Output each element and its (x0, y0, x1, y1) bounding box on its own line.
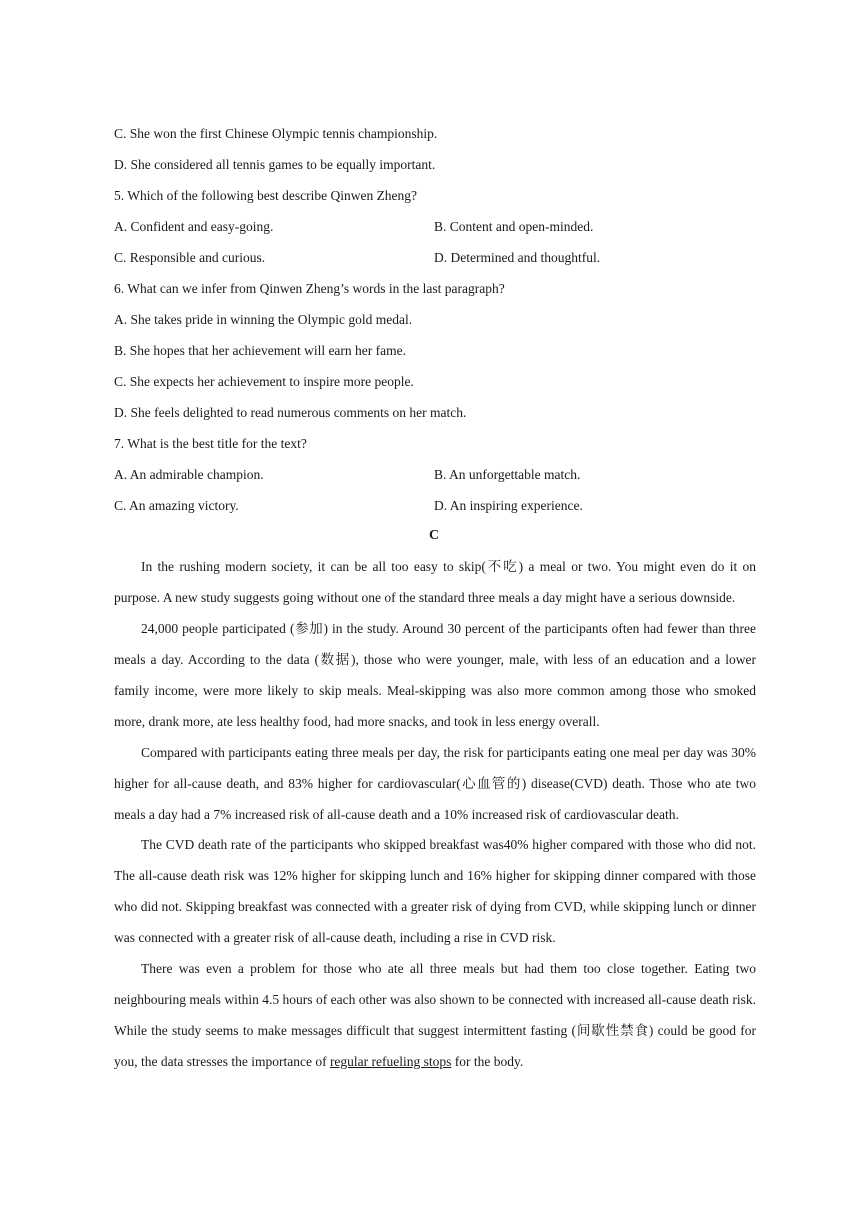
q6-option-d: D. She feels delighted to read numerous comments on her match. (114, 405, 467, 420)
q6-option-c: C. She expects her achievement to inspire more people. (114, 374, 414, 389)
q6-option-b: B. She hopes that her achievement will earn her fame. (114, 343, 407, 358)
underlined-phrase: regular refueling stops (329, 1054, 452, 1069)
q5-option-b: B. Content and open-minded. (434, 219, 594, 234)
q4-option-c: C. She won the first Chinese Olympic tennis championship. (114, 126, 438, 141)
q7-option-d: D. An inspiring experience. (434, 498, 583, 513)
q7-option-c: C. An amazing victory. (114, 498, 239, 513)
q6-stem: 6. What can we infer from Qinwen Zheng’s words in the last paragraph? (114, 281, 505, 296)
q5-option-c: C. Responsible and curious. (114, 250, 266, 265)
q5-option-d: D. Determined and thoughtful. (434, 250, 601, 265)
passage-paragraph-1: In the rushing modern society, it can be all too easy to skip(不吃) a meal or two. You might even do it on purpose. A new study suggests going without one of the standard three meals a day might have a serious downside. (114, 559, 756, 605)
paragraph-5-end: for the body. (451, 1054, 524, 1069)
q5-stem: 5. Which of the following best describe Qinwen Zheng? (114, 188, 418, 203)
q6-option-a: A. She takes pride in winning the Olympic gold medal. (114, 312, 413, 327)
passage-paragraph-3: Compared with participants eating three meals per day, the risk for participants eating one meal per day was 30% higher for all-cause death, and 83% higher for cardiovascular(心血管的) disease(CVD) death. Those who ate two meals a day had a 7% increased risk of all-cause death and a 10% increased risk of cardiovascular death. (114, 745, 756, 822)
q5-option-a: A. Confident and easy-going. (114, 219, 274, 234)
q7-option-b: B. An unforgettable match. (434, 467, 581, 482)
section-c-heading: C (428, 528, 440, 543)
q7-stem: 7. What is the best title for the text? (114, 436, 307, 451)
passage-paragraph-5 (114, 953, 756, 1077)
passage-paragraph-2: 24,000 people participated (参加) in the study. Around 30 percent of the participants often had fewer than three meals a day. According to the data (数据), those who were younger, male, with less of an education and a lower family income, were more likely to skip meals. Meal-skipping was also more common among those who smoked more, drank more, ate less healthy food, had more snacks, and took in less energy overall. (114, 621, 756, 729)
paragraph-5-text: There was even a problem for those who ate all three meals but had them too close together. Eating two neighbouring meals within 4.5 hours of each other was also shown to be connected with increased all-cause death risk. While the study seems to make messages difficult that suggest intermittent fasting (间歇性禁食) could be good for you, the data stresses the importance of (114, 961, 756, 1069)
q4-option-d: D. She considered all tennis games to be equally important. (114, 157, 436, 172)
passage-paragraph-4: The CVD death rate of the participants who skipped breakfast was40% higher compared with those who did not. The all-cause death risk was 12% higher for skipping lunch and 16% higher for skipping dinner compared with those who did not. Skipping breakfast was connected with a greater risk of dying from CVD, while skipping lunch or dinner was connected with a greater risk of all-cause death, including a rise in CVD risk. (114, 837, 756, 945)
q7-option-a: A. An admirable champion. (114, 467, 264, 482)
